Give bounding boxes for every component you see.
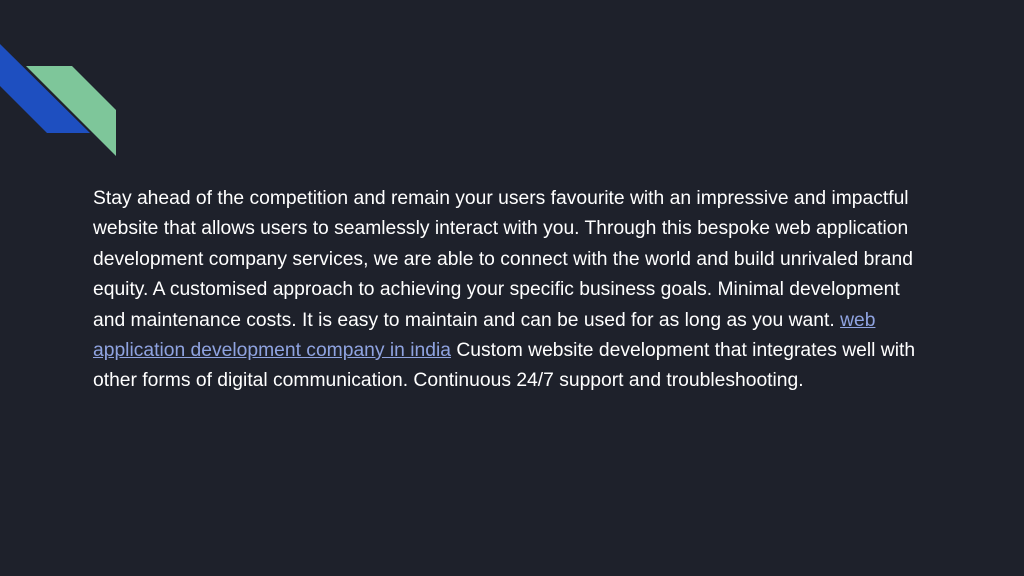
- paragraph-text-after-link: Custom website development that integrates well with other forms of digital communication. Continuous 24/7 support and troubleshooting.: [93, 340, 916, 392]
- web-application-development-link[interactable]: web application development company in india: [93, 309, 876, 362]
- body-paragraph: [93, 184, 933, 397]
- paragraph-text-before-link: Stay ahead of the competition and remain your users favourite with an impressive and impactful website that allows users to seamlessly interact with you. Through this bespoke web application development company services, we are able to connect with the world and build unrivaled brand equity. A customised approach to achieving your specific business goals. Minimal development and maintenance costs. It is easy to maintain and can be used for as long as you want.: [93, 188, 913, 331]
- corner-decoration: [0, 0, 130, 170]
